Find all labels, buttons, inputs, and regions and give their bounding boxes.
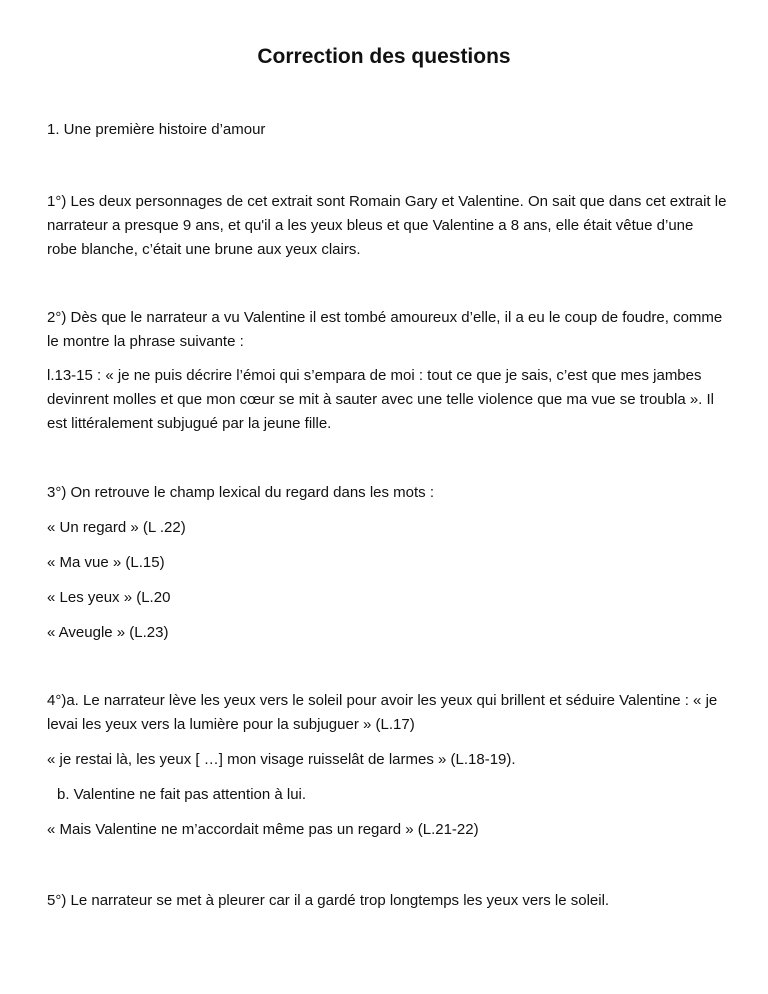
page-title: Correction des questions — [257, 45, 511, 68]
lexical-item: « Un regard » (L .22) — [47, 519, 186, 536]
answer-3 — [47, 481, 727, 645]
answer-2-intro: 2°) Dès que le narrateur a vu Valentine il est tombé amoureux d’elle, il a eu le coup de foudre, comme le montre la phrase suivante : — [47, 309, 723, 350]
answer-4a-text: 4°)a. Le narrateur lève les yeux vers le soleil pour avoir les yeux qui brillent et séduire Valentine : « je levai les yeux vers la lumière pour la subjuguer » (L.17) — [47, 692, 718, 733]
lexical-item: « Aveugle » (L.23) — [47, 624, 169, 641]
answer-2-quote: l.13-15 : « je ne puis décrire l’émoi qui s’empara de moi : tout ce que je sais, c’est que mes jambes devinrent molles et que mon cœur se mit à sauter avec une telle violence que ma vue se troubla ». Il est littéralement subjugué par la jeune fille. — [47, 367, 715, 432]
answer-5 — [47, 889, 727, 913]
answer-4a-quote: « je restai là, les yeux [ …] mon visage ruisselât de larmes » (L.18-19). — [47, 751, 516, 768]
section-heading: 1. Une première histoire d’amour — [47, 121, 266, 138]
answer-4b-text: b. Valentine ne fait pas attention à lui. — [57, 786, 307, 803]
answer-5-text: 5°) Le narrateur se met à pleurer car il a gardé trop longtemps les yeux vers le soleil. — [47, 892, 610, 909]
answer-4b-quote: « Mais Valentine ne m’accordait même pas un regard » (L.21-22) — [47, 821, 479, 838]
answer-1 — [47, 190, 727, 262]
answer-4 — [47, 689, 727, 842]
answer-2 — [47, 306, 727, 436]
answer-3-intro: 3°) On retrouve le champ lexical du regard dans les mots : — [47, 484, 435, 501]
lexical-item: « Ma vue » (L.15) — [47, 554, 165, 571]
lexical-item: « Les yeux » (L.20 — [47, 589, 171, 606]
answer-1-text: 1°) Les deux personnages de cet extrait sont Romain Gary et Valentine. On sait que dans cet extrait le narrateur a presque 9 ans, et qu'il a les yeux bleus et que Valentine a 8 ans, elle était vêtue d’une robe blanche, c’était une brune aux yeux clairs. — [47, 193, 727, 258]
